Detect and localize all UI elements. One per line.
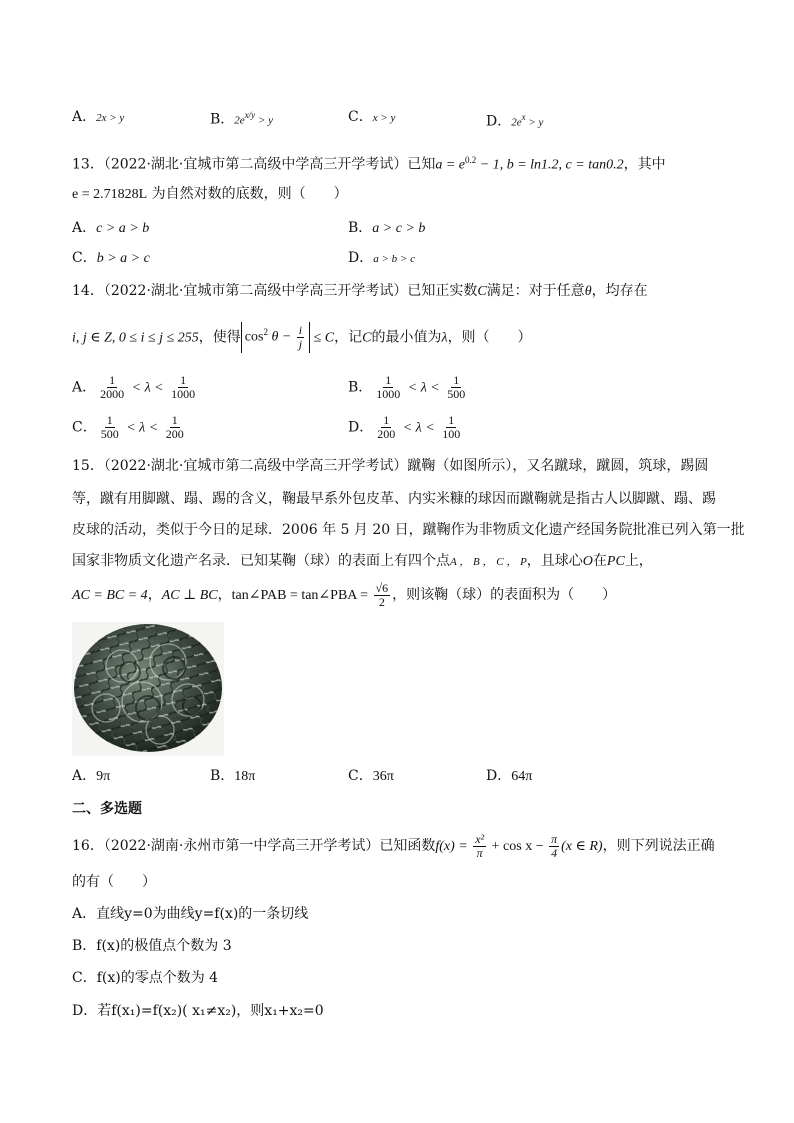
q16-option-d[interactable]: D．若f(x₁)=f(x₂)( x₁≠x₂)，则x₁+x₂=0: [72, 1003, 324, 1019]
q14-option-a[interactable]: A． $\frac{1}{2000}$ < λ < $\frac{1}{1000}$: [72, 373, 196, 401]
q12-option-a[interactable]: A．2x > y: [72, 109, 125, 125]
q16-option-b[interactable]: B．f(x)的极值点个数为 3: [72, 938, 232, 954]
q14-stem-line1: 14．（2022·湖北·宜城市第二高级中学高三开学考试）已知正实数C满足：对于任意θ，均存在: [72, 283, 648, 299]
q16-stem-line2: 的有（ ）: [72, 874, 156, 890]
q15-stem-line3: 皮球的活动，类似于今日的足球．2006 年 5 月 20 日，蹴鞠作为非物质文化遗产经国务院批准已列入第一批: [72, 522, 745, 538]
q16-option-c[interactable]: C．f(x)的零点个数为 4: [72, 970, 219, 986]
q14-option-b[interactable]: B． $\frac{1}{1000}$ < λ < $\frac{1}{500}$: [348, 373, 466, 401]
q15-stem-line5: AC = BC = 4，AC ⊥ BC，tan∠PAB = tan∠PBA = $\frac{√6}{2}$ ，则该鞠（球）的表面积为（ ）: [72, 580, 617, 609]
q15-option-c[interactable]: C．36π: [348, 768, 394, 784]
q15-option-a[interactable]: A．9π: [72, 768, 111, 784]
cuju-ball-icon: [72, 622, 224, 756]
q15-stem-line4: 国家非物质文化遗产名录．已知某鞠（球）的表面上有四个点A ， B ， C ， P，且球心O在PC上，: [72, 553, 653, 569]
cuju-ball-photo: [72, 622, 224, 756]
q15-stem-line1: 15．（2022·湖北·宜城市第二高级中学高三开学考试）蹴鞠（如图所示），又名蹴球，蹴圆，筑球，踢圆: [72, 458, 709, 474]
q12-option-c[interactable]: C．x > y: [348, 109, 396, 125]
q15-option-b[interactable]: B．18π: [210, 768, 256, 784]
q13-option-d[interactable]: D．a > b > c: [348, 250, 415, 266]
q13-option-b[interactable]: B．a > c > b: [348, 220, 426, 236]
q14-stem-line2: i, j ∈ Z, 0 ≤ i ≤ j ≤ 255，使得 $\cos^2 \theta$ − $\frac{i}{j}$ ≤ C，记C的最小值为λ，则（ ）: [72, 323, 532, 351]
q15-stem-line2: 等，蹴有用脚蹴、蹋、踢的含义，鞠最早系外包皮革、内实米糠的球因而蹴鞠就是指古人以脚蹴、蹋、踢: [72, 491, 716, 507]
q15-option-d[interactable]: D．64π: [486, 768, 533, 784]
q12-option-b[interactable]: B．$2e^{x/y} > y$: [210, 110, 273, 128]
q16-option-a[interactable]: A．直线y=0为曲线y=f(x)的一条切线: [72, 906, 309, 922]
absolute-value-expression: $\cos^2 \theta$ − $\frac{i}{j}$: [241, 322, 310, 353]
q13-stem-line2: e = 2.71828L 为自然对数的底数，则（ ）: [72, 186, 348, 202]
q14-option-c[interactable]: C． $\frac{1}{500}$ < λ < $\frac{1}{200}$: [72, 413, 184, 441]
section-heading-multiple-choice: 二、多选题: [72, 801, 142, 817]
q13-stem-line1: 13．（2022·湖北·宜城市第二高级中学高三开学考试）已知$a = e^{0.2} - 1$, b = ln1.2, c = tan0.2，其中: [72, 155, 666, 173]
q12-option-d[interactable]: D．$2e^x > y$: [486, 112, 544, 130]
q13-option-a[interactable]: A．c > a > b: [72, 220, 150, 236]
q14-option-d[interactable]: D． $\frac{1}{200}$ < λ < $\frac{1}{100}$: [348, 413, 461, 441]
q13-option-c[interactable]: C．b > a > c: [72, 250, 150, 266]
q16-stem-line1: 16．（2022·湖南·永州市第一中学高三开学考试）已知函数f(x) = $\frac{\text{x²}}{\pi}$ + cos x − $\frac{\pi}{4}$ (x ∈ R)，则下列说法正确: [72, 831, 715, 860]
